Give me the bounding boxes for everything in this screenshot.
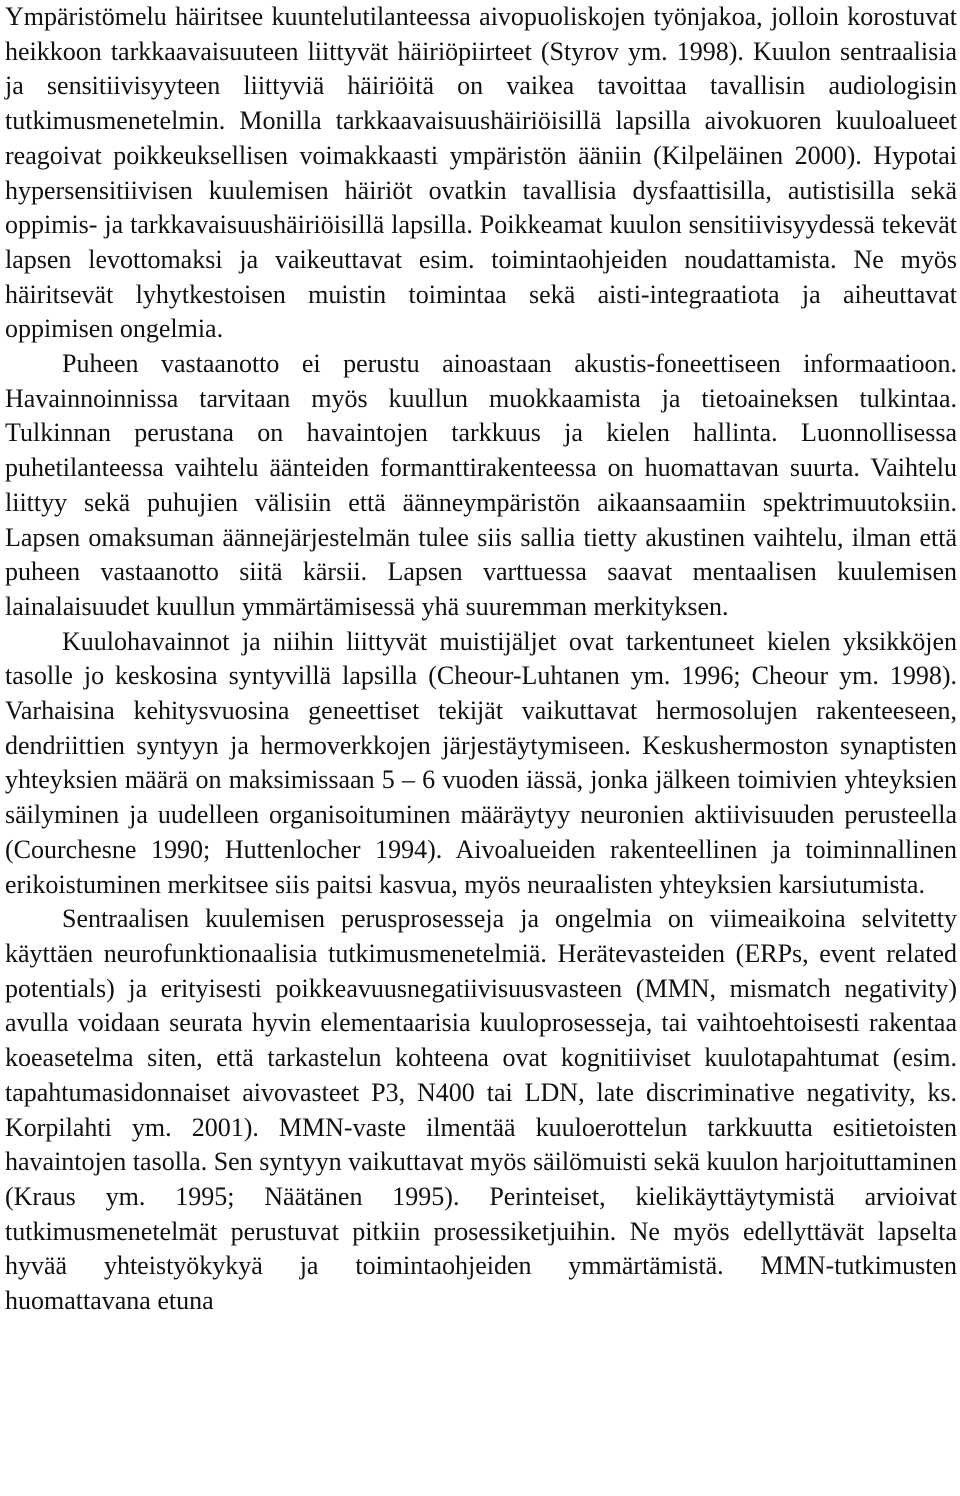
paragraph-environmental-noise: Ympäristömelu häiritsee kuuntelutilanteessa aivopuoliskojen työnjakoa, jolloin korostuvat heikkoon tarkkaavaisuuteen liittyvät häiriöpiirteet (Styrov ym. 1998). Kuulon sentraalisia ja sensitiivisyyteen liittyviä häiriöitä on vaikea tavoittaa tavallisin audiologisin tutkimusmenetelmin. Monilla tarkkaavaisuushäiriöisillä lapsilla aivokuoren kuuloalueet reagoivat poikkeuksellisen voimakkaasti ympäristön ääniin (Kilpeläinen 2000). Hypotai hypersensitiivisen kuulemisen häiriöt ovatkin tavallisia dysfaattisilla, autistisilla sekä oppimis- ja tarkkavaisuushäiriöisillä lapsilla. Poikkeamat kuulon sensitiivisyydessä tekevät lapsen levottomaksi ja vaikeuttavat esim. toimintaohjeiden noudattamista. Ne myös häiritsevät lyhytkestoisen muistin toimintaa sekä aisti-integraatiota ja aiheuttavat oppimisen ongelmia. [5,2,957,344]
paragraph-speech-reception: Puheen vastaanotto ei perustu ainoastaan akustis-foneettiseen informaatioon. Havainnoinnissa tarvitaan myös kuullun muokkaamista ja tietoaineksen tulkintaa. Tulkinnan perustana on havaintojen tarkkuus ja kielen hallinta. Luonnollisessa puhetilanteessa vaihtelu äänteiden formanttirakenteessa on huomattavan suurta. Vaihtelu liittyy sekä puhujien välisiin että äänneympäristön aikaansaamiin spektrimuutoksiin. Lapsen omaksuman äännejärjestelmän tulee siis sallia tietty akustinen vaihtelu, ilman että puheen vastaanotto siitä kärsii. Lapsen varttuessa saavat mentaalisen kuulemisen lainalaisuudet kuullun ymmärtämisessä yhä suuremman merkityksen. [5,349,957,621]
paragraph-central-hearing-research: Sentraalisen kuulemisen perusprosesseja ja ongelmia on viimeaikoina selvitetty käyttäen neurofunktionaalisia tutkimusmenetelmiä. Herätevasteiden (ERPs, event related potentials) ja erityisesti poikkeavuusnegatiivisuusvasteen (MMN, mismatch negativity) avulla voidaan seurata hyvin elementaarisia kuuloprosesseja, tai vaihtoehtoisesti rakentaa koeasetelma siten, että tarkastelun kohteena ovat kognitiiviset kuulotapahtumat (esim. tapahtumasidonnaiset aivovasteet P3, N400 tai LDN, late discriminative negativity, ks. Korpilahti ym. 2001). MMN-vaste ilmentää kuuloerottelun tarkkuutta esitietoisten havaintojen tasolla. Sen syntyyn vaikuttavat myös säilömuisti sekä kuulon harjoituttaminen (Kraus ym. 1995; Näätänen 1995). Perinteiset, kielikäyttäytymistä arvioivat tutkimusmenetelmät perustuvat pitkiin prosessiketjuihin. Ne myös edellyttävät lapselta hyvää yhteistyökykyä ja toimintaohjeiden ymmärtämistä. MMN-tutkimusten huomattavana etuna [5,904,957,1316]
paragraph-auditory-perception-development: Kuulohavainnot ja niihin liittyvät muistijäljet ovat tarkentuneet kielen yksikköjen tasolle jo keskosina syntyvillä lapsilla (Cheour-Luhtanen ym. 1996; Cheour ym. 1998). Varhaisina kehitysvuosina geneettiset tekijät vaikuttavat hermosolujen rakenteeseen, dendriittien syntyyn ja hermoverkkojen järjestäytymiseen. Keskushermoston synaptisten yhteyksien määrä on maksimissaan 5 – 6 vuoden iässä, jonka jälkeen toimivien yhteyksien säilyminen ja uudelleen organisoituminen määräytyy neuronien aktiivisuuden perusteella (Courchesne 1990; Huttenlocher 1994). Aivoalueiden rakenteellinen ja toiminnallinen erikoistuminen merkitsee siis paitsi kasvua, myös neuraalisten yhteyksien karsiutumista. [5,626,957,899]
document-page [5,0,957,1319]
